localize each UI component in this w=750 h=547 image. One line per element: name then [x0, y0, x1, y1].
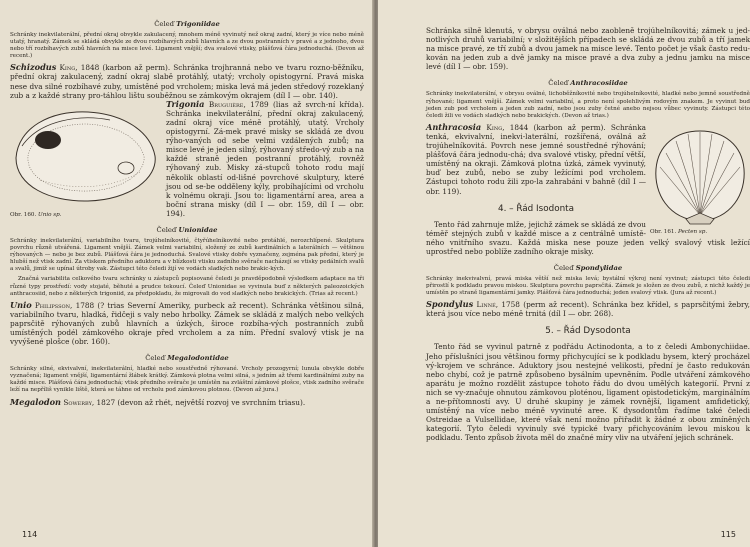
- trigonia-entry: Trigonia Bruguière, 1789 (lias až svrch-ní křída). Schránka inekvilaterální, přední okraj zakulacený, zadní okraj více méně protáhlý, utatý. Vrcholy opistogyrní. Zá-mek pravé misky se skládá ze dvou rýho-vaných od sebe velmi vzdálených zubů; na misce levé je jeden silný, rýhovaný středo-vý zub a na každé straně jeden postranní protáhlý, rovněž rýhovaný zub. Misky zá-stupců tohoto rodu mají několik oblastí od-lišné povrchové skulptury, které jsou od se-be odděleny kýly, probíhajícími od vrcholu k volnému okraji. Jsou to: ligamentární area, area a boční strana misky (díl I — obr. 159, díl I — obr. 194).: [166, 98, 364, 218]
- trigoniidae-description: Schránky inekvilaterální, přední okraj obvykle zakulacený, mnohem méně vyvinutý než okraj zadní, který je více nebo méně utatý, hranatý. Zámek se skládá obvykle ze dvou rozbíhavých zubů hlavních a ze dvou postranních v pravé a z jednoho, dvou nebo tří rozbíhavých zubů hlavních na misce levé. Ligament vnější; dva svalové vtisky, plášťová čára jednoduchá. (Devon až recent.): [10, 32, 364, 60]
- right-page: [378, 0, 750, 547]
- unionidae-description: Schránky inekvilaterální, variabilního tvaru, trojúhelníkovité, čtyřúhelníkovité nebo protáhlé, nerozchlípené. Skulptura povrchu různě utvářená. Ligament vnější. Zámek velmi variabilní, složený ze zubů kardinálních a laterálních — většinou rýhovaných — nebo je bez zubů. Plášťová čára je jednoduchá. Svalové vtisky dobře vyznačeny, zejména pak přední, který je hlubší než vtisk zadní. Za vtiskem předního aduktoru a v blízkosti vtisku zadního svěrače nacházejí se vtisky pedálních svalů a svalů, jimiž se upínal útroby vak. Zástupci této čeledi žijí ve vodách sladkých nebo brakic-kých.: [10, 237, 364, 273]
- right-top-paragraph: Schránka silně klenutá, v obrysu oválná nebo zaobleně trojúhelníkovitá; zámek u jed-notlivých druhů variabilní; v složitějších případech se skládá ze dvou zubů a tří jamek na misce pravé, ze tří zubů a dvou jamek na misce levé. Tento počet je však často redu-kován na jeden zub a dvě jamky na misce pravé a dva zuby a jednu jamku na misce levé (díl I — obr. 159).: [426, 26, 750, 72]
- order-heading-dysodonta: 5. – Řád Dysodonta: [545, 326, 631, 337]
- unio-shell-illustration: [10, 100, 160, 208]
- figure-160: [10, 100, 160, 218]
- unio-entry: Unio Philipsson, 1788 (? trias Severní Ameriky, purbeck až recent). Schránka většinou silná, variabilního tvaru, hladká, řidčeji s valy nebo hrbolky. Zámek se skládá z malých nebo velkých paprsčitě rýhovaných zubů hlavních a úzkých, široce rozbíha-vých postranních zubů umístěných podél zámkového okraje před vrcholem a za ním. Přední svalový vtisk je na vyvýšené plošce (obr. 160).: [10, 299, 364, 347]
- spondylidae-description: Schránky inekvivalvní, pravá miska větší než miska levá; bystální výkroj není vyvinut; zástupci této čeledi přirostlí k podkladu pravou miskou. Skulptura povrchu paprsčitá. Zámek je složen ze dvou zubů, z nichž každý je umístěn po straně ligamentární jamky. Plášťová čára jednoduchá; jeden svalový vtisk. (Jura až recent.): [426, 275, 750, 297]
- isodonta-description: Tento řád zahrnuje mlže, jejichž zámek se skládá ze dvou téměř stejných zubů v každé misce a z centrálně umístě-ného vnitřního svazu. Každá miska nese pouze jeden velký svalový vtisk ležící uprostřed nebo poblíže zadního okraje misky.: [426, 219, 750, 256]
- megalodon-entry: Megalodon Sowerby, 1827 (devon až rhét, největší rozvoj ve svrchním triasu).: [10, 396, 306, 407]
- unionidae-paragraph-2: Značná variabilita celkového tvaru schránky u zástupců popisované čeledi je pravděpodobně výsledkem adaptace na tři různé typy prostředí: vody stojaté, běhuté a prudce tekoucí. Čeleď Unionidae se vyvinula buď z některých paleozoických anthracosiid, nebo z některých trigoniid, za předpokladu, že migrovali do vod sladkých nebo brakických. (Trias až recent.): [10, 276, 364, 297]
- figure-161-caption: Obr. 161. Pecten sp.: [650, 228, 708, 235]
- page-number-right: 115: [720, 530, 736, 539]
- anthracosia-entry: Anthracosia King, 1844 (karbon až perm). Schránka tenká, ekvivalvní, inekvi-laterální, rozšířená, oválná až trojúhelníkovitá. Povrch nese jemné soustředné rýhování; plášťová čára jednodu-chá; dva svalové vtisky, přední větší, umístěný na okraji. Zámková plotna úzká, zámek vyvinutý, buď bez zubů, nebo se zuby ležícími pod vrcholem. Zástupci tohoto rodu žili zpo-la zahrabáni v bahně (díl I — obr. 119).: [426, 121, 646, 196]
- family-heading-trigoniidae: Čeleď Trigoniidae: [154, 20, 220, 28]
- family-heading-unionidae: Čeleď Unionidae: [156, 225, 218, 234]
- megalodontidae-description: Schránky silné, ekvivalvní, inekvilaterální, hladké nebo soustředně rýhované. Vrcholy prozogyrní; lunula obvykle dobře vyznačená; ligament vnější, ligamentární žlábek krátký. Zámková plotna velmi silná, s jedním až třemi kardinálními zuby na každé misce. Plášťová čára jednoduchá; vtisk předního svěrače je umístěn na zvláštní zámkové plošce, vtisk zadního svěrače leží na nepříliš vynikle liště, která se táhne od vrcholu pod zámkovou plotnou. (Devon až jura.): [10, 366, 364, 394]
- spondylus-entry: Spondylus Linné, 1758 (perm až recent). Schránka bez křídel, s paprsčitými žebry, která jsou více nebo méně trnitá (díl I — obr. 268).: [426, 299, 750, 319]
- family-heading-spondylidae: Čeleď Spondylidae: [553, 263, 623, 272]
- family-heading-anthracosiidae: Čeleď Anthracosiidae: [548, 79, 628, 88]
- order-heading-isodonta: 4. – Řád Isodonta: [497, 203, 574, 214]
- figure-160-caption: Obr. 160. Unio sp.: [10, 211, 62, 218]
- schizodus-entry: Schizodus King, 1848 (karbon až perm). Schránka trojhranná nebo ve tvaru rozno-běžníku, přední okraj zakulacený, zadní okraj slabě protáhlý, utatý; vrcholy opistogyrní. Pravá miska nese dva silné rozbíhavé zuby, umístěné pod vrcholem; miska levá má jeden středový rozeklaný zub a z každé strany pro-táhlou lištu souběžnou se zámkovým okrajem (díl I — obr. 140).: [10, 62, 364, 100]
- pecten-shell-illustration: [650, 123, 750, 225]
- left-page: [0, 0, 374, 547]
- anthracosiidae-description: Schránky inekvilaterální, v obrysu oválné, lichoběžníkovité nebo trojúhelníkovité, hladké nebo jemně soustředně rýhované; ligament vnější. Zámek velmi variabilní, a proto není spolehlivým rodovým znakem. Je vyvinut buď jeden zub pod vrcholem a jeden zub zadní, nebo jsou zuby četné anebo nejsou vůbec vyvinuty. Zástupci této čeledi žili ve vodách sladkých nebo brakických. (Devon až trias.): [426, 91, 750, 119]
- family-heading-megalodontidae: Čeleď Megalodontidae: [145, 354, 229, 363]
- page-number-left: 114: [22, 530, 38, 539]
- figure-161: [650, 123, 750, 235]
- dysodonta-description: Tento řád se vyvinul patrně z podřádu Actinodonta, a to z čeledi Ambonychiidae. Jeho příslušníci jsou většinou formy přichycující se k podkladu bysem, který procházel vý-krojem ve schránce. Aduktory jsou nestejné velikosti, přední je často redukován nebo chybí, což je patrně způsobeno bysálním upevněním. Podle utváření zámkového aparátu je možno rozdělit zástupce tohoto řádu do dvou umělých kategorií. První z nich se vy-značuje ohnutou zámkovou ploténou, ligament opistodetickým, marginálním a ne-přítomností avy. U druhé skupiny je zámek rovnější, ligament amfidetický, umístěný na více nebo méně vyvinuté aree. K dysodontům řadíme také čeledi Ostreidae a Vulsellidae, které však není možno přiřadit k žádné z obou zmíněných kategorií. Tyto čeledi vyvinuly své typické tvary přichycováním levou miskou k podkladu. Tento způsob života měl do značné míry vliv na utváření jejich schránek.: [426, 342, 750, 443]
